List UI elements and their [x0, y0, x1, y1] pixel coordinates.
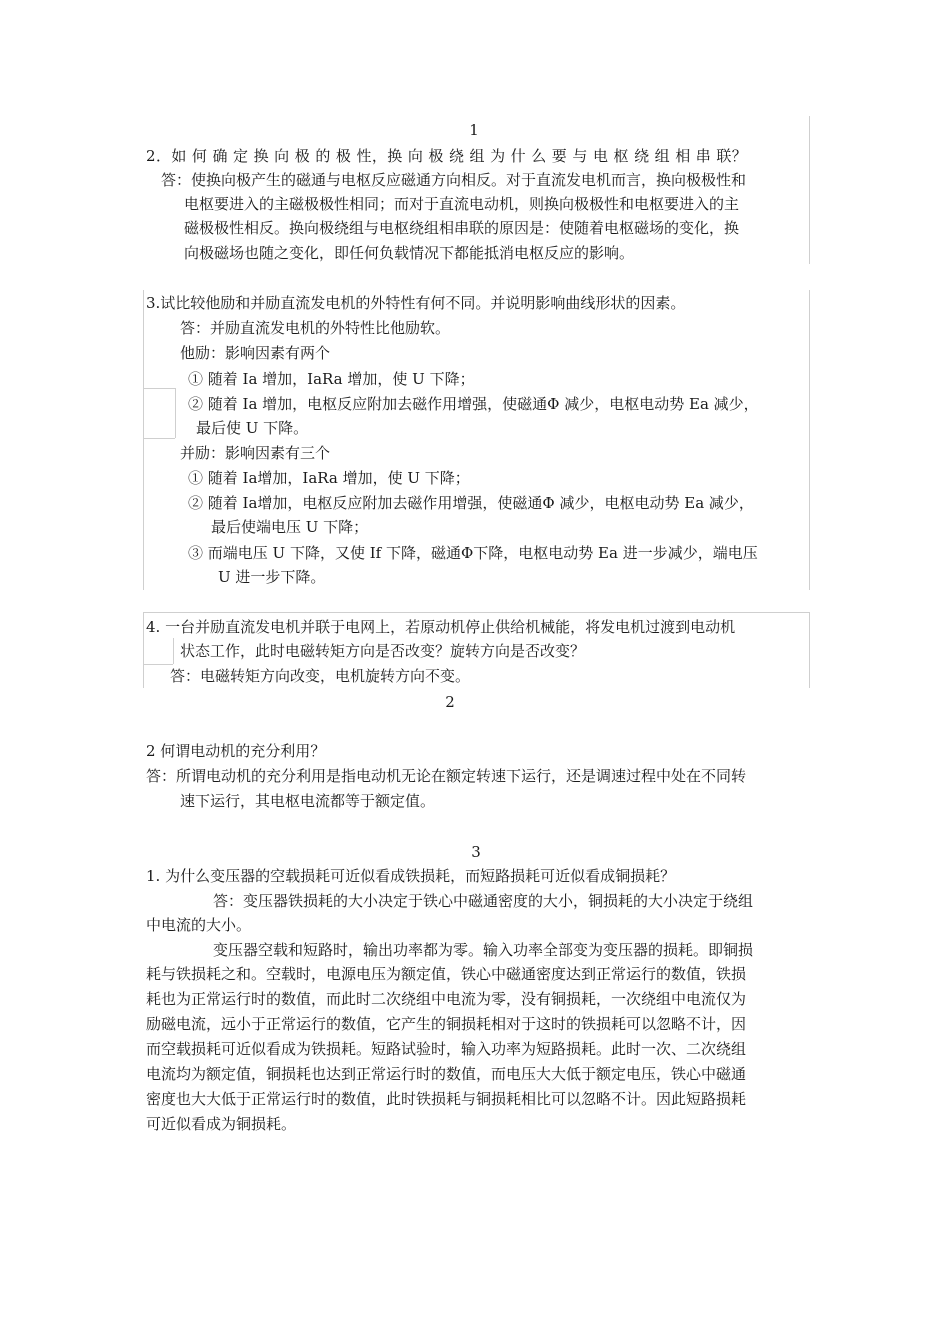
answer-text: 答：使换向极产生的磁通与电枢反应磁通方向相反。对于直流发电机而言，换向极极性和: [161, 171, 747, 189]
frame-rule: [143, 388, 175, 389]
answer-text: 答：变压器铁损耗的大小决定于铁心中磁通密度的大小，铜损耗的大小决定于绕组: [213, 892, 754, 910]
frame-rule: [143, 664, 173, 665]
question-text: 状态工作，此时电磁转矩方向是否改变？旋转方向是否改变？: [180, 642, 586, 660]
list-item: 最后使端电压 U 下降；: [211, 518, 369, 536]
list-item: 最后使 U 下降。: [196, 419, 309, 437]
frame-rule: [143, 612, 144, 688]
frame-rule: [173, 638, 174, 664]
answer-text: 电枢要进入的主磁极极性相同；而对于直流电动机，则换向极极性和电枢要进入的主: [184, 195, 740, 213]
section-number: 3: [471, 843, 481, 861]
answer-text: 速下运行，其电枢电流都等于额定值。: [180, 792, 436, 810]
question-text: 3.试比较他励和并励直流发电机的外特性有何不同。并说明影响曲线形状的因素。: [146, 294, 686, 312]
answer-text: 答：所谓电动机的充分利用是指电动机无论在额定转速下运行，还是调速过程中处在不同转: [146, 767, 747, 785]
answer-text: 可近似看成为铜损耗。: [146, 1115, 297, 1133]
frame-rule: [809, 116, 810, 264]
answer-text: 答：电磁转矩方向改变，电机旋转方向不变。: [170, 667, 471, 685]
list-item: ② 随着 Ia 增加，电枢反应附加去磁作用增强，使磁通Φ 减少，电枢电动势 Ea 减少，: [188, 395, 759, 413]
answer-text: 中电流的大小。: [146, 916, 252, 934]
subheading: 并励：影响因素有三个: [180, 444, 331, 462]
frame-rule: [809, 612, 810, 688]
frame-rule: [143, 612, 809, 613]
answer-text: 变压器空载和短路时，输出功率都为零。输入功率全部变为变压器的损耗。即铜损: [213, 941, 754, 959]
frame-rule: [143, 290, 144, 590]
frame-rule: [809, 290, 810, 590]
answer-text: 耗也为正常运行时的数值，而此时二次绕组中电流为零，没有铜损耗，一次绕组中电流仅为: [146, 990, 747, 1008]
question-text: 1. 为什么变压器的空载损耗可近似看成铁损耗，而短路损耗可近似看成铜损耗？: [146, 867, 676, 885]
question-text: 2．如 何 确 定 换 向 极 的 极 性，换 向 极 绕 组 为 什 么 要 与 电 枢 绕 组 相 串 联？: [146, 147, 748, 165]
answer-text: 励磁电流，远小于正常运行的数值，它产生的铜损耗相对于这时的铁损耗可以忽略不计，因: [146, 1015, 747, 1033]
frame-rule: [175, 388, 176, 438]
subheading: 他励：影响因素有两个: [180, 344, 331, 362]
answer-text: 向极磁场也随之变化，即任何负载情况下都能抵消电枢反应的影响。: [184, 244, 635, 262]
list-item: ① 随着 Ia增加，IaRa 增加，使 U 下降；: [188, 469, 470, 487]
section-number: 2: [445, 693, 455, 711]
question-text: 2 何谓电动机的充分利用？: [146, 742, 326, 760]
list-item: ③ 而端电压 U 下降，又使 If 下降，磁通Φ下降，电枢电动势 Ea 进一步减少，端电压: [188, 544, 758, 562]
answer-text: 密度也大大低于正常运行时的数值，此时铁损耗与铜损耗相比可以忽略不计。因此短路损耗: [146, 1090, 747, 1108]
answer-text: 而空载损耗可近似看成为铁损耗。短路试验时，输入功率为短路损耗。此时一次、二次绕组: [146, 1040, 747, 1058]
answer-text: 耗与铁损耗之和。空载时，电源电压为额定值，铁心中磁通密度达到正常运行的数值，铁损: [146, 965, 747, 983]
section-number: 1: [469, 121, 479, 139]
list-item: ① 随着 Ia 增加，IaRa 增加，使 U 下降；: [188, 370, 475, 388]
list-item: ② 随着 Ia增加，电枢反应附加去磁作用增强，使磁通Φ 减少，电枢电动势 Ea 减少，: [188, 494, 754, 512]
question-text: 4. 一台并励直流发电机并联于电网上，若原动机停止供给机械能，将发电机过渡到电动机: [146, 618, 736, 636]
frame-rule: [143, 438, 175, 439]
answer-text: 答：并励直流发电机的外特性比他励软。: [180, 319, 451, 337]
answer-text: 电流均为额定值，铜损耗也达到正常运行时的数值，而电压大大低于额定电压，铁心中磁通: [146, 1065, 747, 1083]
list-item: U 进一步下降。: [218, 568, 326, 586]
answer-text: 磁极极性相反。换向极绕组与电枢绕组相串联的原因是：使随着电枢磁场的变化，换: [184, 219, 740, 237]
